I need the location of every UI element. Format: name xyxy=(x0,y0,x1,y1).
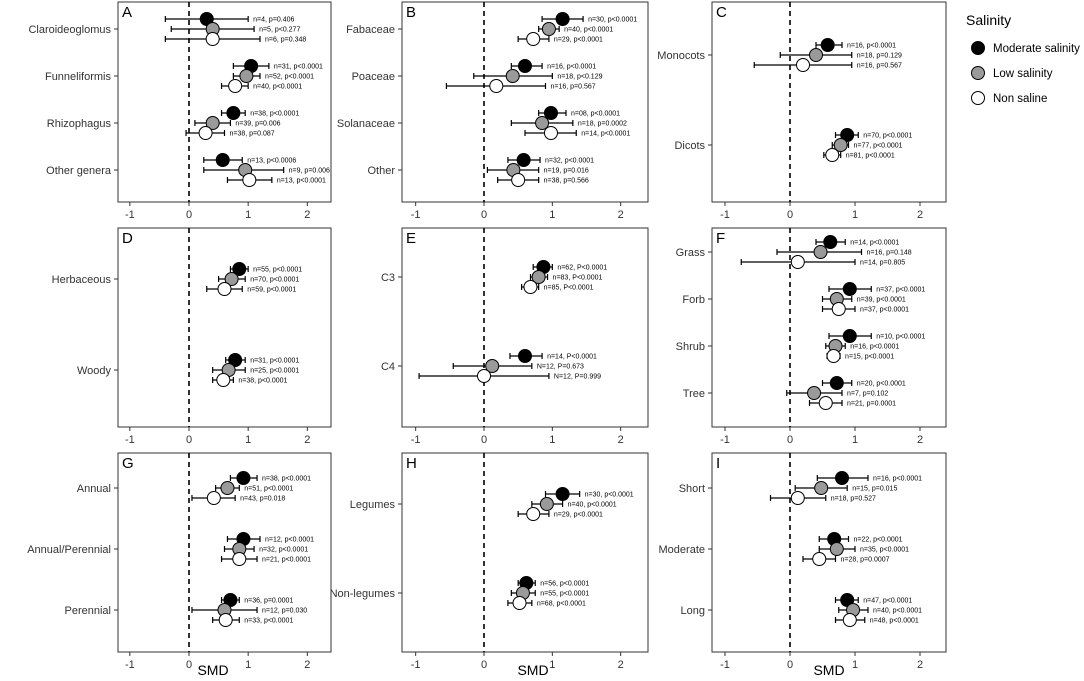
point-annotation: n=22, p<0.0001 xyxy=(853,536,903,544)
point-low-salinity xyxy=(814,246,827,259)
category-label-poaceae: Poaceae xyxy=(351,71,395,83)
x-tick-label: 0 xyxy=(786,659,794,671)
point-annotation: n=5, p<0.277 xyxy=(259,26,301,34)
point-annotation: n=21, p=0.0001 xyxy=(847,400,897,408)
x-tick-label: -1 xyxy=(124,209,135,221)
point-annotation: n=40, p<0.0001 xyxy=(253,83,303,91)
point-moderate-salinity xyxy=(519,350,532,363)
point-annotation: n=31, p<0.0001 xyxy=(273,63,323,71)
category-label-shrub: Shrub xyxy=(675,341,705,353)
category-label-solanaceae: Solanaceae xyxy=(336,118,395,130)
point-annotation: n=32, p<0.0001 xyxy=(259,546,309,554)
x-tick-label: -1 xyxy=(410,659,421,671)
x-tick-label: 0 xyxy=(786,209,794,221)
category-label-forb: Forb xyxy=(682,294,705,306)
category-label-perennial: Perennial xyxy=(64,605,111,617)
point-moderate-salinity xyxy=(227,107,240,120)
category-label-rhizophagus: Rhizophagus xyxy=(46,118,111,130)
point-moderate-salinity xyxy=(836,472,849,485)
category-label-legumes: Legumes xyxy=(349,499,395,511)
point-annotation: n=52, p<0.0001 xyxy=(265,73,315,81)
category-label-grass: Grass xyxy=(675,247,705,259)
point-non-saline xyxy=(544,127,557,140)
panel-label: G xyxy=(122,455,134,472)
point-annotation: n=12, p=0.030 xyxy=(262,607,308,615)
x-tick-label: -1 xyxy=(410,209,421,221)
point-annotation: n=31, p<0.0001 xyxy=(250,357,300,365)
point-annotation: n=15, p=0.015 xyxy=(852,485,898,493)
panel-frame xyxy=(712,2,946,202)
x-tick-label: 0 xyxy=(185,434,193,446)
point-annotation: n=9, p=0.006 xyxy=(288,167,330,175)
panel-c xyxy=(657,2,946,221)
point-annotation: n=40, p<0.0001 xyxy=(873,607,923,615)
point-non-saline xyxy=(813,553,826,566)
point-annotation: n=14, P<0.0001 xyxy=(547,353,597,361)
x-tick-label: -1 xyxy=(720,434,730,446)
panel-i xyxy=(659,453,946,671)
point-non-saline xyxy=(233,553,246,566)
x-tick-label: 1 xyxy=(245,659,252,671)
point-annotation: n=35, p<0.0001 xyxy=(860,546,910,554)
point-non-saline xyxy=(832,303,845,316)
point-annotation: n=16, p<0.0001 xyxy=(847,42,897,50)
point-annotation: n=30, p<0.0001 xyxy=(584,491,634,499)
point-annotation: n=16, p=0.567 xyxy=(550,83,596,91)
x-tick-label: 1 xyxy=(851,659,859,671)
point-annotation: n=13, p<0.0001 xyxy=(276,177,326,185)
point-annotation: n=83, P<0.0001 xyxy=(552,274,603,282)
point-non-saline xyxy=(512,174,525,187)
point-annotation: n=36, p=0.0001 xyxy=(244,597,294,605)
point-non-saline xyxy=(243,174,256,187)
point-annotation: n=40, p<0.0001 xyxy=(564,26,614,34)
point-annotation: n=43, p=0.018 xyxy=(240,495,286,503)
point-non-saline xyxy=(490,80,503,93)
point-non-saline xyxy=(797,59,810,72)
point-low-salinity xyxy=(221,482,234,495)
category-label-other-genera: Other genera xyxy=(46,165,111,177)
x-tick-label: 1 xyxy=(245,209,252,221)
x-axis-title-col2: SMD xyxy=(517,662,549,678)
point-annotation: n=33, p<0.0001 xyxy=(244,617,294,625)
axis-titles xyxy=(197,662,844,678)
point-annotation: n=16, p<0.0001 xyxy=(873,475,923,483)
point-annotation: n=59, p<0.0001 xyxy=(247,286,297,294)
panel-frame xyxy=(118,228,331,427)
point-low-salinity xyxy=(810,49,823,62)
point-moderate-salinity xyxy=(216,154,229,167)
legend-marker-moderate-salinity xyxy=(972,42,985,55)
point-low-salinity xyxy=(540,498,553,511)
point-annotation: n=70, p<0.0001 xyxy=(863,132,913,140)
legend-label-moderate-salinity: Moderate salinity xyxy=(993,43,1080,55)
point-annotation: n=29, p<0.0001 xyxy=(553,36,603,44)
category-label-non-legumes: Non-legumes xyxy=(329,588,395,600)
panel-e xyxy=(381,228,648,446)
point-annotation: n=51, p<0.0001 xyxy=(244,485,294,493)
point-non-saline xyxy=(819,397,832,410)
point-annotation: n=18, p=0.129 xyxy=(856,52,902,60)
point-annotation: n=25, p<0.0001 xyxy=(250,367,300,375)
point-non-saline xyxy=(199,127,212,140)
point-moderate-salinity xyxy=(517,154,530,167)
panel-label: C xyxy=(716,4,727,21)
point-annotation: n=62, P<0.0001 xyxy=(557,264,608,272)
point-annotation: n=37, p<0.0001 xyxy=(876,286,926,294)
point-annotation: n=48, p<0.0001 xyxy=(869,617,919,625)
panel-d xyxy=(52,228,331,446)
x-axis-title-col3: SMD xyxy=(813,662,845,678)
point-annotation: n=29, p<0.0001 xyxy=(553,511,603,519)
point-annotation: n=15, p<0.0001 xyxy=(845,353,895,361)
x-tick-label: 1 xyxy=(549,659,556,671)
category-label-dicots: Dicots xyxy=(674,140,705,152)
category-label-claroideoglomus: Claroideoglomus xyxy=(28,24,111,36)
panel-b xyxy=(337,2,648,221)
point-annotation: n=16, p<0.0001 xyxy=(547,63,597,71)
point-annotation: n=18, p<0.129 xyxy=(557,73,603,81)
point-moderate-salinity xyxy=(237,472,250,485)
point-annotation: n=14, p<0.0001 xyxy=(850,239,900,247)
x-tick-label: 1 xyxy=(851,209,859,221)
point-annotation: n=81, p<0.0001 xyxy=(845,152,895,160)
x-tick-label: -1 xyxy=(410,434,421,446)
point-non-saline xyxy=(207,492,220,505)
point-moderate-salinity xyxy=(519,60,532,73)
category-label-c4: C4 xyxy=(380,361,395,373)
legend-marker-non-saline xyxy=(972,92,985,105)
point-annotation: n=14, p=0.805 xyxy=(860,259,906,267)
point-annotation: n=47, p<0.0001 xyxy=(863,597,913,605)
x-tick-label: 2 xyxy=(304,434,311,446)
point-annotation: n=10, p<0.0001 xyxy=(876,333,926,341)
point-annotation: n=7, p=0.102 xyxy=(847,390,889,398)
x-tick-label: -1 xyxy=(124,434,135,446)
point-non-saline xyxy=(527,33,540,46)
point-annotation: n=39, p<0.0001 xyxy=(856,296,906,304)
panel-label: A xyxy=(122,4,133,21)
point-annotation: N=12, P=0.673 xyxy=(536,363,584,371)
panel-label: I xyxy=(716,455,721,472)
point-annotation: n=38, p<0.0001 xyxy=(238,377,288,385)
point-annotation: n=21, p<0.0001 xyxy=(262,556,312,564)
point-non-saline xyxy=(843,614,856,627)
point-annotation: n=38, p<0.0001 xyxy=(262,475,312,483)
legend xyxy=(966,12,1080,105)
x-tick-label: 0 xyxy=(786,434,794,446)
point-moderate-salinity xyxy=(830,377,843,390)
point-non-saline xyxy=(513,597,526,610)
x-tick-label: -1 xyxy=(124,659,135,671)
x-tick-label: 2 xyxy=(916,659,924,671)
point-annotation: n=6, p=0.348 xyxy=(265,36,307,44)
point-annotation: n=16, p=0.148 xyxy=(866,249,912,257)
category-label-long: Long xyxy=(680,605,705,617)
point-annotation: n=40, p<0.0001 xyxy=(567,501,617,509)
legend-label-low-salinity: Low salinity xyxy=(993,68,1053,80)
point-annotation: n=68, p<0.0001 xyxy=(536,600,586,608)
point-non-saline xyxy=(527,508,540,521)
point-non-saline xyxy=(478,370,491,383)
panel-frame xyxy=(402,453,648,652)
point-annotation: n=32, p<0.0001 xyxy=(545,157,595,165)
point-annotation: n=19, p=0.016 xyxy=(543,167,589,175)
x-tick-label: -1 xyxy=(720,209,730,221)
x-tick-label: 2 xyxy=(304,209,311,221)
x-tick-label: 1 xyxy=(549,209,556,221)
x-tick-label: 2 xyxy=(916,209,924,221)
point-non-saline xyxy=(229,80,242,93)
point-annotation: n=20, p<0.0001 xyxy=(856,380,906,388)
category-label-herbaceous: Herbaceous xyxy=(51,274,111,286)
point-non-saline xyxy=(206,33,219,46)
point-low-salinity xyxy=(240,70,253,83)
point-annotation: n=16, p<0.0001 xyxy=(850,343,900,351)
category-label-funneliformis: Funneliformis xyxy=(44,71,111,83)
point-annotation: n=18, p=0.0002 xyxy=(577,120,627,128)
point-annotation: n=13, p<0.0006 xyxy=(247,157,297,165)
point-annotation: n=38, p=0.566 xyxy=(543,177,589,185)
point-non-saline xyxy=(218,283,231,296)
point-moderate-salinity xyxy=(843,330,856,343)
point-low-salinity xyxy=(506,70,519,83)
x-tick-label: 1 xyxy=(549,434,556,446)
point-annotation: n=28, p=0.0007 xyxy=(840,556,890,564)
point-annotation: n=70, p<0.0001 xyxy=(250,276,300,284)
point-moderate-salinity xyxy=(821,39,834,52)
point-annotation: n=4, p=0.406 xyxy=(253,16,295,24)
panel-g xyxy=(27,453,331,671)
panel-label: D xyxy=(122,230,133,247)
point-non-saline xyxy=(826,149,839,162)
point-annotation: n=85, P<0.0001 xyxy=(543,284,594,292)
panel-a xyxy=(28,2,331,221)
category-label-other: Other xyxy=(367,165,395,177)
category-label-short: Short xyxy=(678,483,705,495)
panel-label: H xyxy=(406,455,417,472)
point-annotation: n=08, p<0.0001 xyxy=(571,110,621,118)
panel-label: F xyxy=(716,230,726,247)
x-tick-label: 1 xyxy=(245,434,252,446)
point-non-saline xyxy=(791,256,804,269)
point-annotation: n=55, p<0.0001 xyxy=(540,590,590,598)
panel-label: E xyxy=(406,230,417,247)
panel-label: B xyxy=(406,4,417,21)
point-annotation: n=38, p=0.087 xyxy=(229,130,275,138)
point-non-saline xyxy=(219,614,232,627)
x-tick-label: 0 xyxy=(480,209,488,221)
x-tick-label: 2 xyxy=(617,659,624,671)
panels xyxy=(27,2,946,671)
point-annotation: n=56, p<0.0001 xyxy=(540,580,590,588)
point-annotation: n=77, p<0.0001 xyxy=(853,142,903,150)
x-tick-label: -1 xyxy=(720,659,730,671)
x-tick-label: 2 xyxy=(617,434,624,446)
legend-title: Salinity xyxy=(966,12,1012,28)
legend-label-non-saline: Non saline xyxy=(993,93,1048,105)
point-annotation: n=39, p=0.006 xyxy=(235,120,281,128)
point-annotation: n=38, p<0.0001 xyxy=(250,110,300,118)
category-label-annual-perennial: Annual/Perennial xyxy=(27,544,111,556)
x-tick-label: 0 xyxy=(480,659,488,671)
point-low-salinity xyxy=(542,23,555,36)
category-label-annual: Annual xyxy=(76,483,111,495)
point-annotation: N=12, P=0.999 xyxy=(553,373,602,381)
category-label-tree: Tree xyxy=(682,388,705,400)
x-tick-label: 0 xyxy=(185,209,193,221)
point-non-saline xyxy=(524,281,537,294)
point-low-salinity xyxy=(830,543,843,556)
point-annotation: n=12, p<0.0001 xyxy=(265,536,315,544)
x-tick-label: 0 xyxy=(185,659,193,671)
category-label-moderate: Moderate xyxy=(658,544,705,556)
panel-f xyxy=(676,228,946,446)
point-annotation: n=30, p<0.0001 xyxy=(588,16,638,24)
x-tick-label: 0 xyxy=(480,434,488,446)
panel-h xyxy=(330,453,648,671)
point-annotation: n=18, p=0.527 xyxy=(830,495,876,503)
x-tick-label: 2 xyxy=(916,434,924,446)
point-non-saline xyxy=(217,374,230,387)
point-moderate-salinity xyxy=(556,488,569,501)
category-label-monocots: Monocots xyxy=(657,50,705,62)
point-low-salinity xyxy=(815,482,828,495)
point-moderate-salinity xyxy=(843,283,856,296)
x-tick-label: 1 xyxy=(851,434,859,446)
category-label-woody: Woody xyxy=(76,365,111,377)
point-low-salinity xyxy=(808,387,821,400)
x-axis-title-col1: SMD xyxy=(197,662,229,678)
category-label-c3: C3 xyxy=(380,272,395,284)
panel-frame xyxy=(402,228,648,427)
category-label-fabaceae: Fabaceae xyxy=(346,24,395,36)
x-tick-label: 2 xyxy=(617,209,624,221)
point-annotation: n=55, p<0.0001 xyxy=(253,266,303,274)
point-moderate-salinity xyxy=(556,13,569,26)
legend-marker-low-salinity xyxy=(972,67,985,80)
x-tick-label: 2 xyxy=(304,659,311,671)
point-annotation: n=14, p<0.0001 xyxy=(581,130,631,138)
point-moderate-salinity xyxy=(824,236,837,249)
point-non-saline xyxy=(791,492,804,505)
point-annotation: n=16, p=0.567 xyxy=(856,62,902,70)
point-non-saline xyxy=(827,350,840,363)
point-annotation: n=37, p<0.0001 xyxy=(860,306,910,314)
